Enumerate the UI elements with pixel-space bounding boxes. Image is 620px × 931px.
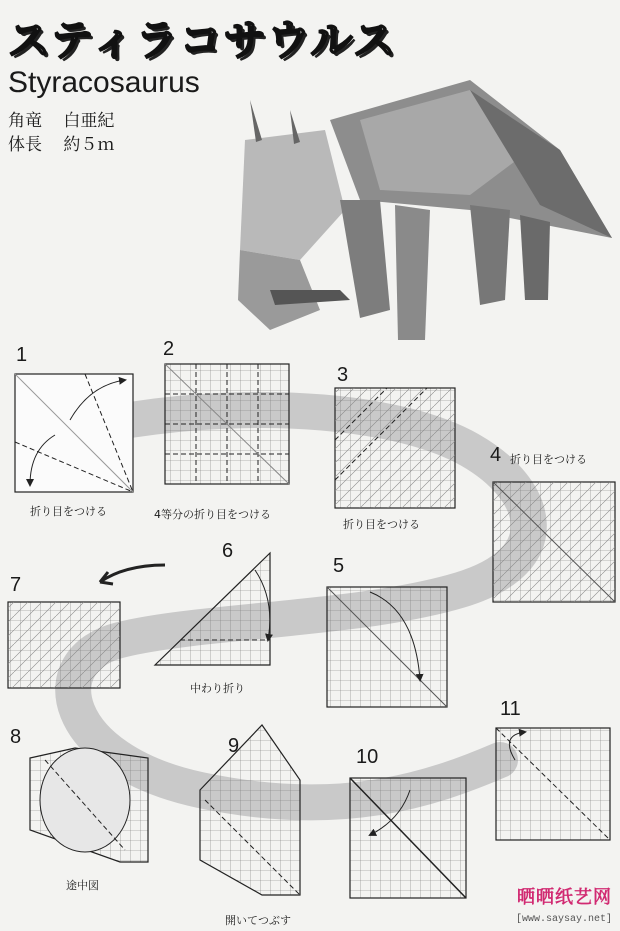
step-8-diagram [30, 748, 148, 862]
step-number: 7 [10, 574, 22, 596]
info-value: 約５ｍ [63, 135, 115, 155]
step-number: 1 [16, 344, 28, 366]
step-number: 11 [500, 698, 521, 720]
step-3-diagram [335, 388, 455, 508]
site-logo: 晒晒纸艺网 [517, 887, 612, 908]
step-path-band [73, 410, 529, 802]
step-number: 3 [337, 364, 349, 386]
step-1-diagram [15, 374, 133, 492]
step-number: 8 [10, 726, 22, 748]
info-label: 体長 [8, 135, 42, 155]
step-number: 10 [356, 746, 379, 768]
page-title-jp: スティラコサウルス [8, 16, 398, 65]
page-title-en: Styracosaurus [8, 66, 200, 99]
step-caption: 4等分の折り目をつける [154, 508, 271, 521]
step-caption: 折り目をつける [510, 453, 587, 466]
step-11-diagram [496, 728, 610, 840]
step-number: 9 [228, 735, 240, 757]
back-arrow-icon [100, 565, 165, 584]
step-number: 6 [222, 540, 234, 562]
step-number: 4 [490, 444, 502, 466]
step-caption: 中わり折り [190, 682, 245, 695]
site-url: [www.saysay.net] [515, 914, 612, 925]
step-number: 2 [163, 338, 175, 360]
step-4-diagram [493, 482, 615, 602]
step-9-diagram [200, 725, 300, 895]
step-10-diagram [350, 778, 466, 898]
info-value: 白亜紀 [63, 111, 115, 131]
step-2-diagram [165, 364, 289, 484]
step-caption: 折り目をつける [30, 505, 107, 518]
step-6-diagram [155, 553, 270, 665]
styracosaurus-model-illustration [238, 80, 612, 340]
step-caption: 開いてつぶす [225, 914, 291, 927]
info-label: 角竜 [8, 111, 42, 131]
step-number: 5 [333, 555, 345, 577]
step-5-diagram [327, 587, 447, 707]
step-caption: 途中図 [66, 879, 99, 892]
step-caption: 折り目をつける [343, 518, 420, 531]
